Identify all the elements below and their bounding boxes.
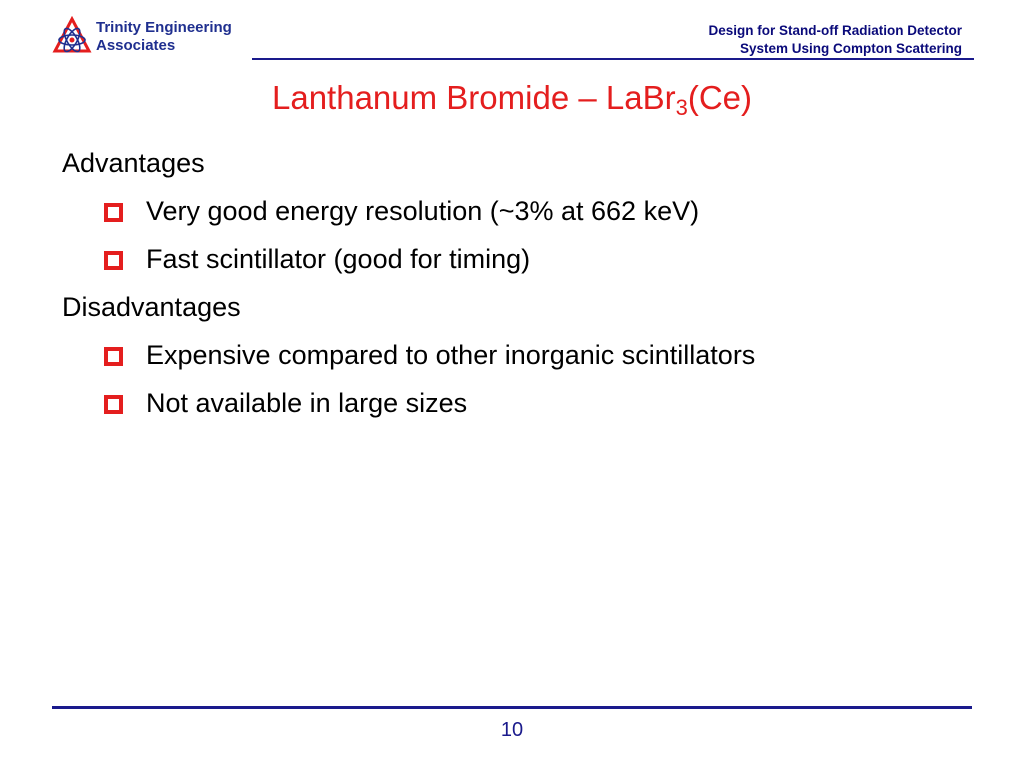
atom-triangle-logo-icon — [52, 16, 92, 56]
bullet-item — [62, 241, 982, 277]
slide-title-suffix: (Ce) — [687, 79, 752, 116]
page-number: 10 — [500, 719, 524, 741]
slide-content — [62, 145, 982, 433]
project-title-line2: System Using Compton Scattering — [739, 41, 962, 56]
bullet-text: Expensive compared to other inorganic scintillators — [146, 340, 756, 370]
bullet-text: Very good energy resolution (~3% at 662 keV) — [146, 196, 700, 226]
company-name-line1: Trinity Engineering — [96, 19, 232, 36]
hollow-square-bullet-icon — [104, 251, 123, 270]
company-name-line2: Associates — [96, 37, 176, 54]
slide-title-subscript: 3 — [675, 95, 688, 120]
bullet-item — [62, 193, 982, 229]
header-divider — [252, 58, 974, 60]
hollow-square-bullet-icon — [104, 203, 123, 222]
company-name — [96, 19, 232, 55]
section-heading-disadvantages: Disadvantages — [62, 292, 241, 322]
bullet-item — [62, 385, 982, 421]
bullet-text: Not available in large sizes — [146, 388, 468, 418]
bullet-text: Fast scintillator (good for timing) — [146, 244, 531, 274]
section-heading-advantages: Advantages — [62, 148, 205, 178]
project-title-line1: Design for Stand-off Radiation Detector — [708, 23, 962, 38]
footer-divider — [52, 706, 972, 709]
hollow-square-bullet-icon — [104, 347, 123, 366]
hollow-square-bullet-icon — [104, 395, 123, 414]
bullet-item — [62, 337, 982, 373]
slide-title-main: Lanthanum Bromide – LaBr — [272, 79, 676, 116]
slide-title — [0, 76, 1024, 120]
project-title — [708, 22, 962, 58]
